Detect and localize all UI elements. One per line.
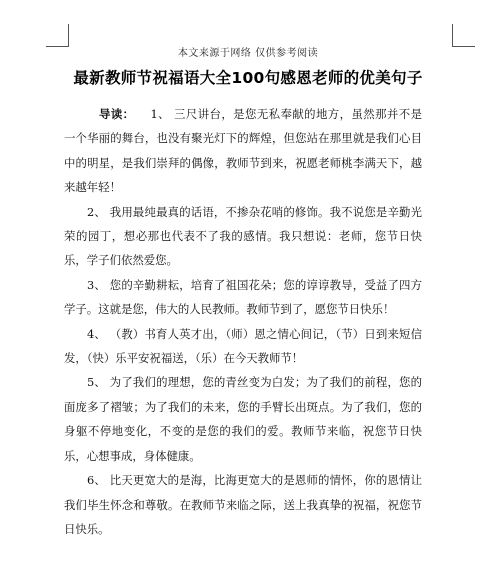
paragraph-4: 4、 （教）书育人英才出，（师）恩之情心间记，（节）日到来短信发，（快）乐平安祝福送，（乐）在今天教师节！ (64, 326, 422, 366)
paragraph-2: 2、 我用最纯最真的话语，不掺杂花哨的修饰。我不说您是辛勤光荣的园丁，想必那也代表不了我的感情。我只想说：老师，您节日快乐，学子们依然爱您。 (64, 204, 422, 268)
intro-paragraph (64, 102, 422, 200)
paragraph-5: 5、 为了我们的理想，您的青丝变为白发；为了我们的前程，您的面庞多了褶皱；为了我们的未来，您的手臂长出斑点。为了我们，您的身躯不停地变化，不变的是您的我们的爱。教师节来临，祝您节日快乐，心想事成，身体健康。 (64, 375, 422, 463)
paragraph-3: 3、 您的辛勤耕耘，培育了祖国花朵；您的谆谆教导，受益了四方学子。这就是您，伟大的人民教师。教师节到了，愿您节日快乐！ (64, 277, 422, 317)
paragraph-6: 6、 比天更宽大的是海，比海更宽大的是恩师的情怀，你的恩情让我们毕生怀念和尊敬。在教师节来临之际，送上我真挚的祝福，祝您节日快乐。 (64, 473, 422, 536)
source-note: 本文来源于网络 仅供参考阅读 (177, 48, 319, 59)
document-title: 最新教师节祝福语大全100句感恩老师的优美句子 (73, 69, 423, 87)
document-body (64, 102, 422, 541)
intro-text: 1、 三尺讲台，是您无私奉献的地方，虽然那并不是一个华丽的舞台，也没有聚光灯下的辉煌，但您站在那里就是我们心目中的明星，是我们崇拜的偶像，教师节到来，祝愿老师桃李满天下，越来越年轻！ (64, 107, 422, 195)
intro-label: 导读： (99, 107, 135, 121)
